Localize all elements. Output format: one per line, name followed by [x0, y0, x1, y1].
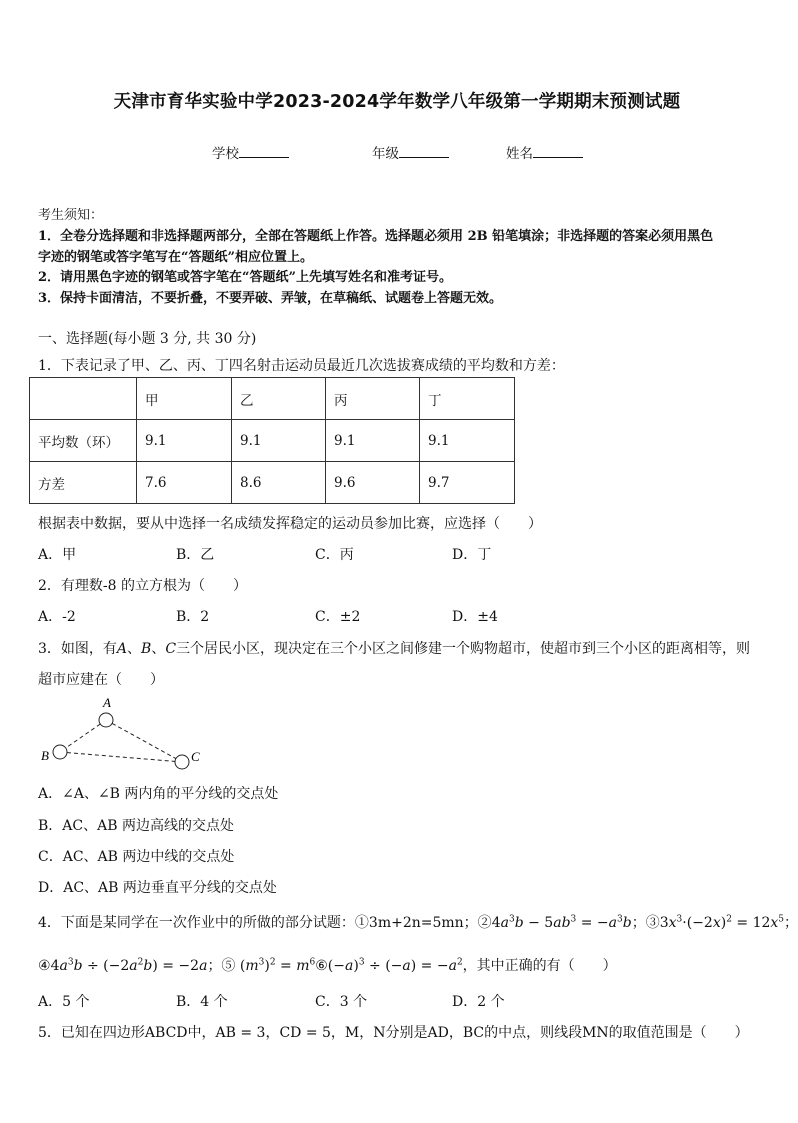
notice-heading: 考生须知：	[38, 208, 104, 223]
table-cell: 9.1	[137, 420, 232, 462]
edge-ac	[106, 720, 182, 762]
name-label: 姓名	[506, 146, 533, 162]
table-cell: 9.1	[232, 420, 326, 462]
q4-stem-part: ；⑤	[207, 958, 236, 974]
point-b-circle	[53, 745, 67, 759]
table-cell: 丁	[420, 378, 515, 420]
table-row	[30, 462, 515, 504]
q4-expr-3: $3x^3\cdot(-2x)^2 = 12x^5$	[659, 914, 785, 931]
table-cell: 平均数（环）	[30, 420, 137, 462]
table-cell: 甲	[137, 378, 232, 420]
q4-expr-5: $(m^3)^2 = m^6$	[235, 957, 316, 974]
q1-option-b[interactable]: B．乙	[176, 547, 215, 563]
notice-item: 2．请用黑色字迹的钢笔或答字笔在“答题纸”上先填写姓名和准考证号。	[38, 270, 453, 285]
q4-expr-4: $4a^3b \div (-2a^2b) = -2a$	[50, 957, 208, 974]
table-cell: 9.6	[326, 462, 420, 504]
table-cell: 7.6	[137, 462, 232, 504]
name-blank[interactable]	[533, 145, 583, 158]
label-c: C	[165, 641, 177, 657]
q3-option-d[interactable]: D．AC、AB 两边垂直平分线的交点处	[38, 880, 277, 896]
q4-stem-part: ；③	[631, 915, 660, 931]
q2-option-d[interactable]: D．±4	[452, 609, 498, 625]
q3-stem-part: 3．如图，有	[38, 641, 117, 657]
q4-option-b[interactable]: B．4 个	[176, 994, 228, 1010]
score-table	[29, 377, 515, 504]
q3-option-c[interactable]: C．AC、AB 两边中线的交点处	[38, 849, 235, 865]
label-b: B	[41, 748, 49, 763]
q4-stem-line1	[38, 912, 798, 932]
notice-item: 字迹的钢笔或答字笔写在“答题纸”相应位置上。	[38, 250, 313, 265]
label-b: B	[141, 641, 152, 657]
q4-expr-6: $(-a)^3 \div (-a) = -a^2$	[327, 957, 463, 974]
notice-item: 1．全卷分选择题和非选择题两部分，全部在答题纸上作答。选择题必须用 2B 铅笔填涂；非选择题的答案必须用黑色	[38, 229, 714, 244]
name-field[interactable]	[506, 142, 583, 162]
school-field[interactable]	[212, 142, 289, 162]
q1-option-c[interactable]: C．丙	[315, 547, 354, 563]
label-a: A	[103, 695, 111, 710]
q2-stem: 2．有理数-8 的立方根为（ ）	[38, 578, 247, 594]
q4-stem-part: ④	[38, 958, 51, 974]
table-row	[30, 378, 515, 420]
school-blank[interactable]	[239, 145, 289, 158]
q3-stem-line2: 超市应建在（ ）	[38, 672, 164, 688]
section-heading: 一、选择题(每小题 3 分, 共 30 分)	[38, 331, 257, 347]
q3-stem: 3．如图，有A、B、C三个居民小区，现决定在三个小区之间修建一个购物超市，使超市到三个小区的距离相等，则	[38, 641, 751, 657]
page-title: 天津市育华实验中学2023-2024学年数学八年级第一学期期末预测试题	[113, 92, 681, 112]
notice-item: 3．保持卡面清洁，不要折叠，不要弄破、弄皱，在草稿纸、试题卷上答题无效。	[38, 291, 503, 306]
table-cell: 9.1	[326, 420, 420, 462]
point-c-circle	[175, 755, 189, 769]
grade-blank[interactable]	[399, 145, 449, 158]
q1-stem: 1．下表记录了甲、乙、丙、丁四名射击运动员最近几次选拔赛成绩的平均数和方差：	[38, 358, 565, 374]
label-c: C	[191, 749, 200, 764]
school-label: 学校	[212, 146, 239, 162]
q4-stem-part: ；	[784, 915, 798, 931]
q4-option-d[interactable]: D．2 个	[452, 994, 505, 1010]
table-cell: 丙	[326, 378, 420, 420]
q2-option-b[interactable]: B．2	[176, 609, 210, 625]
q3-option-a[interactable]: A．∠A、∠B 两内角的平分线的交点处	[38, 786, 279, 802]
q5-stem: 5．已知在四边形ABCD中，AB = 3，CD = 5，M，N分别是AD，BC的中点，则线段MN的取值范围是（ ）	[38, 1025, 749, 1041]
table-cell: 9.1	[420, 420, 515, 462]
point-a-circle	[99, 713, 113, 727]
label-a: A	[116, 641, 128, 657]
q4-option-a[interactable]: A．5 个	[38, 994, 90, 1010]
q1-option-d[interactable]: D．丁	[452, 547, 492, 563]
triangle-diagram	[36, 694, 216, 774]
q4-stem-part: 4．下面是某同学在一次作业中的所做的部分试题：①3m+2n=5mn；②	[38, 915, 492, 931]
edge-bc	[60, 752, 182, 762]
table-cell: 乙	[232, 378, 326, 420]
table-cell: 方差	[30, 462, 137, 504]
edge-ab	[60, 720, 106, 752]
table-cell: 9.7	[420, 462, 515, 504]
q4-stem-part: ⑥	[315, 958, 328, 974]
table-cell: 8.6	[232, 462, 326, 504]
q2-option-c[interactable]: C．±2	[315, 609, 361, 625]
q4-expr-2: $4a^3b - 5ab^3 = -a^3b$	[491, 914, 632, 931]
table-cell	[30, 378, 137, 420]
q3-option-b[interactable]: B．AC、AB 两边高线的交点处	[38, 818, 234, 834]
q3-stem-part: 三个居民小区，现决定在三个小区之间修建一个购物超市，使超市到三个小区的距离相等，则	[176, 641, 751, 657]
grade-label: 年级	[372, 146, 399, 162]
q4-stem-line2	[38, 955, 617, 975]
q2-option-a[interactable]: A．-2	[38, 609, 76, 625]
q4-stem-part: ，其中正确的有（ ）	[462, 958, 617, 974]
q1-follow: 根据表中数据，要从中选择一名成绩发挥稳定的运动员参加比赛，应选择（ ）	[38, 516, 542, 532]
table-row	[30, 420, 515, 462]
grade-field[interactable]	[372, 142, 449, 162]
q4-option-c[interactable]: C．3 个	[315, 994, 368, 1010]
q1-option-a[interactable]: A．甲	[38, 547, 77, 563]
